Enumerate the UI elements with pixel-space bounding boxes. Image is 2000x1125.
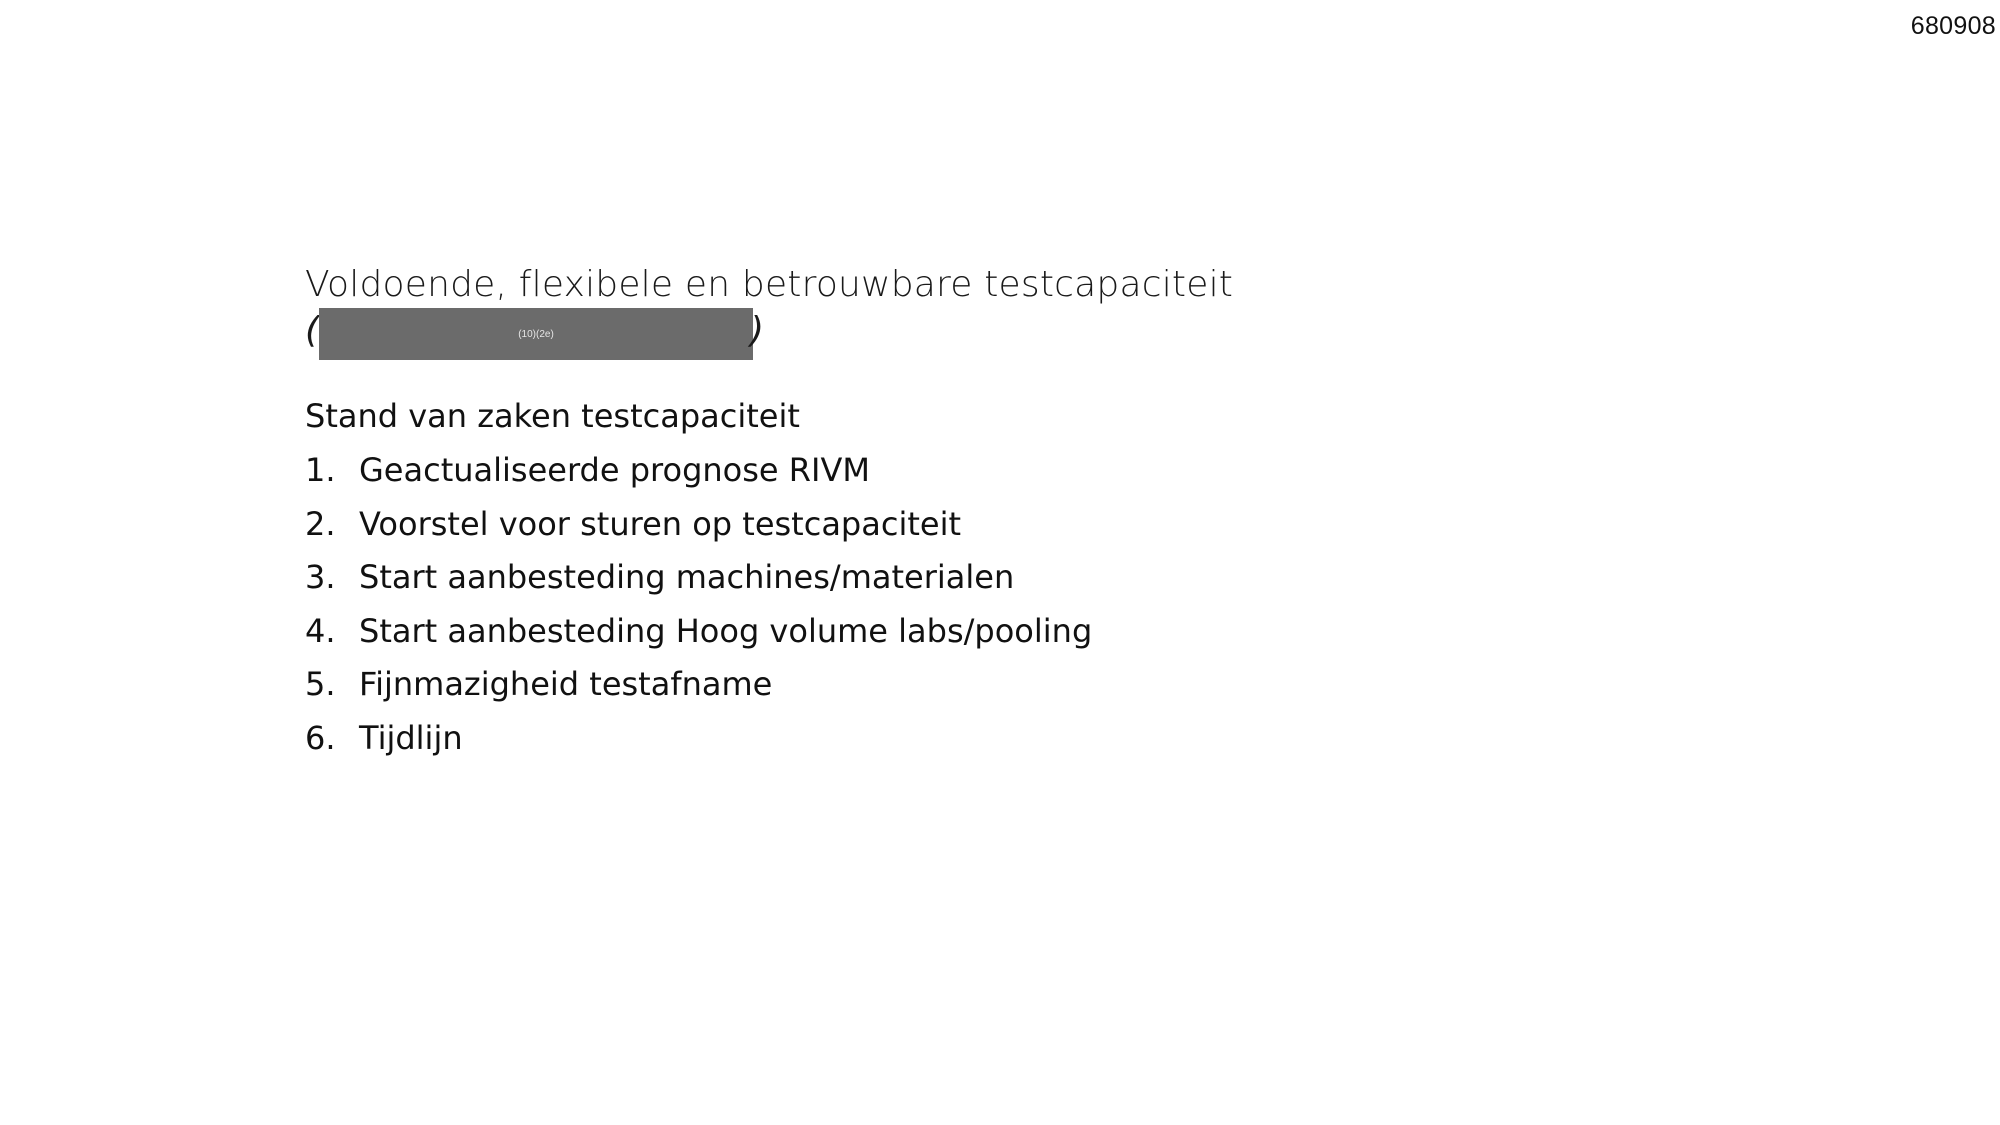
- slide-content: [305, 262, 1505, 771]
- agenda-item-label: Fijnmazigheid testafname: [359, 665, 773, 703]
- agenda-item-number: 4.: [305, 611, 336, 650]
- agenda-item: [305, 504, 1505, 544]
- agenda-item-number: 1.: [305, 451, 336, 489]
- document-number: 680908: [1910, 12, 1996, 40]
- agenda-item: [305, 611, 1505, 651]
- agenda-item: [305, 664, 1505, 704]
- paren-open: (: [305, 310, 320, 351]
- redaction-block: [319, 308, 753, 360]
- agenda-item-number: 2.: [305, 504, 336, 543]
- agenda-item-label: Voorstel voor sturen op testcapaciteit: [359, 504, 961, 543]
- agenda-item: [305, 450, 1505, 490]
- agenda-item: [305, 718, 1505, 758]
- agenda-list: [305, 450, 1505, 758]
- agenda-item-number: 5.: [305, 665, 336, 703]
- paren-close: ): [750, 310, 765, 351]
- agenda-item-label: Start aanbesteding Hoog volume labs/pooling: [359, 611, 1093, 650]
- slide-title: Voldoende, flexibele en betrouwbare testcapaciteit: [305, 264, 1234, 305]
- agenda-item: [305, 557, 1505, 597]
- section-heading: Stand van zaken testcapaciteit: [305, 397, 800, 435]
- redaction-code: (10)(2e): [518, 328, 554, 340]
- agenda-item-number: 3.: [305, 558, 336, 596]
- agenda-item-label: Geactualiseerde prognose RIVM: [359, 451, 870, 489]
- agenda-item-label: Tijdlijn: [359, 718, 463, 757]
- agenda-item-number: 6.: [305, 718, 336, 757]
- title-subtitle-line: [305, 308, 1505, 360]
- agenda-item-label: Start aanbesteding machines/materialen: [359, 558, 1015, 596]
